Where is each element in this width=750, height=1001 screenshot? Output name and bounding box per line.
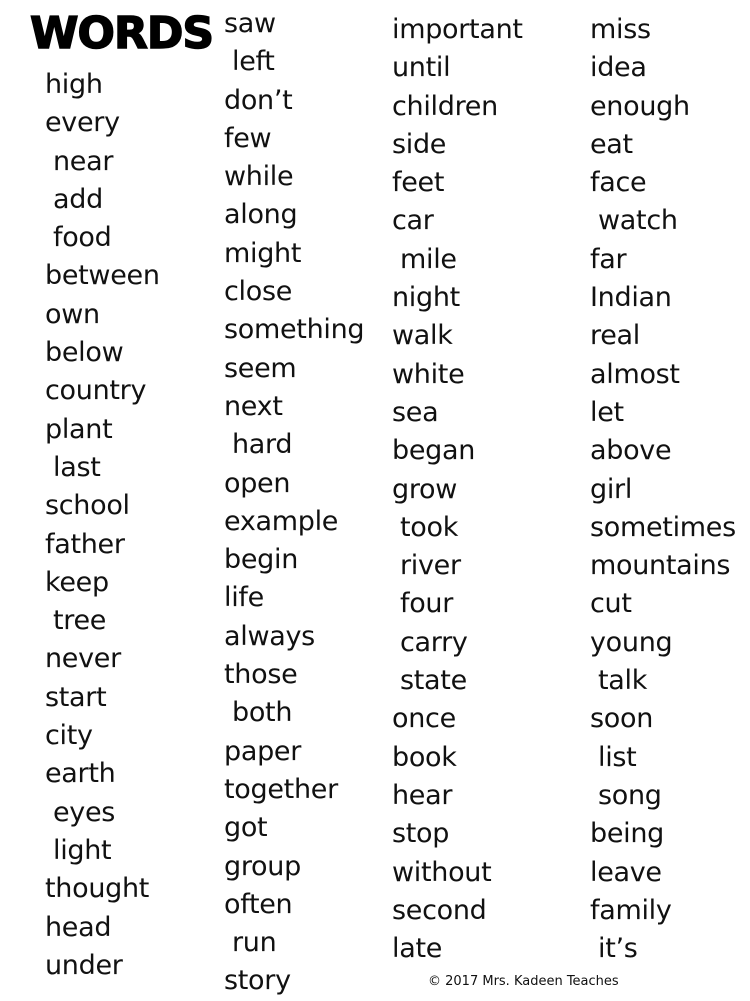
word-item: walk (392, 320, 453, 352)
word-item: almost (590, 358, 680, 390)
word-item: keep (45, 566, 109, 598)
word-item: near (53, 145, 114, 177)
word-item: something (224, 314, 365, 346)
word-item: got (224, 812, 268, 844)
word-item: children (392, 90, 498, 122)
word-item: last (53, 451, 101, 483)
word-column-3 (392, 11, 523, 968)
word-item: mile (400, 243, 457, 275)
word-item: grow (392, 473, 458, 505)
word-item: run (232, 927, 277, 959)
word-item: country (45, 375, 147, 407)
word-item: paper (224, 735, 302, 767)
word-item: close (224, 276, 293, 308)
word-item: leave (590, 856, 662, 888)
word-item: began (392, 435, 476, 467)
word-item: state (400, 665, 467, 697)
word-item: eyes (53, 796, 116, 828)
word-item: miss (590, 14, 651, 45)
word-item: night (392, 282, 460, 314)
word-column-4 (590, 11, 736, 968)
word-item: until (392, 52, 451, 84)
word-item: between (45, 260, 160, 292)
word-item: don’t (224, 84, 293, 116)
word-item: example (224, 505, 339, 537)
word-item: talk (598, 665, 648, 697)
word-item: while (224, 161, 294, 193)
word-item: father (45, 528, 125, 560)
word-item: four (400, 588, 454, 620)
word-item: head (45, 911, 112, 943)
copyright-footer: © 2017 Mrs. Kadeen Teaches (428, 974, 619, 989)
word-item: high (45, 69, 103, 100)
word-item: left (232, 46, 275, 78)
word-item: city (45, 720, 93, 752)
word-item: watch (598, 205, 678, 237)
word-item: once (392, 703, 456, 735)
word-item: second (392, 894, 487, 926)
word-item: river (400, 550, 461, 582)
word-item: earth (45, 758, 116, 790)
word-item: next (224, 390, 283, 422)
word-item: carry (400, 626, 468, 658)
word-item: story (224, 965, 291, 997)
word-item: cut (590, 588, 632, 620)
word-item: seem (224, 352, 297, 384)
word-item: stop (392, 818, 450, 850)
word-item: soon (590, 703, 654, 735)
page-title: WORDS (30, 8, 214, 59)
word-column-1 (45, 66, 160, 985)
word-item: thought (45, 873, 150, 905)
word-item: begin (224, 544, 299, 576)
word-item: real (590, 320, 640, 352)
word-item: important (392, 14, 523, 45)
word-item: being (590, 818, 665, 850)
word-item: together (224, 773, 338, 805)
word-item: white (392, 358, 465, 390)
word-item: few (224, 122, 272, 154)
word-item: list (598, 741, 637, 773)
word-item: it’s (598, 933, 638, 965)
word-item: sometimes (590, 511, 736, 543)
word-item: girl (590, 473, 633, 505)
word-item: group (224, 850, 301, 882)
word-item: far (590, 243, 627, 275)
word-item: saw (224, 8, 276, 39)
word-item: late (392, 933, 443, 965)
word-item: took (400, 511, 459, 543)
word-item: add (53, 183, 103, 215)
word-item: every (45, 107, 120, 139)
word-item: hard (232, 429, 293, 461)
word-item: often (224, 888, 293, 920)
word-item: family (590, 894, 672, 926)
word-item: might (224, 237, 302, 269)
word-item: idea (590, 52, 647, 84)
word-item: life (224, 582, 264, 614)
word-item: book (392, 741, 457, 773)
word-item: under (45, 949, 123, 981)
word-item: light (53, 834, 112, 866)
word-item: those (224, 659, 298, 691)
word-item: eat (590, 128, 633, 160)
word-item: above (590, 435, 672, 467)
word-item: plant (45, 413, 113, 445)
word-item: tree (53, 605, 107, 637)
word-item: own (45, 298, 100, 330)
word-item: sea (392, 396, 439, 428)
word-item: open (224, 467, 291, 499)
word-item: both (232, 697, 293, 729)
word-item: Indian (590, 282, 672, 314)
word-item: along (224, 199, 298, 231)
word-item: young (590, 626, 673, 658)
word-item: side (392, 128, 447, 160)
word-item: without (392, 856, 492, 888)
word-item: food (53, 222, 112, 254)
word-item: school (45, 490, 130, 522)
word-item: below (45, 337, 124, 369)
word-item: face (590, 167, 647, 199)
word-item: feet (392, 167, 445, 199)
word-item: never (45, 643, 121, 675)
word-item: car (392, 205, 434, 237)
word-item: enough (590, 90, 690, 122)
word-item: hear (392, 779, 453, 811)
word-column-2 (224, 5, 364, 1001)
word-item: always (224, 620, 315, 652)
word-item: let (590, 396, 624, 428)
word-item: song (598, 779, 662, 811)
word-item: start (45, 681, 107, 713)
word-item: mountains (590, 550, 731, 582)
